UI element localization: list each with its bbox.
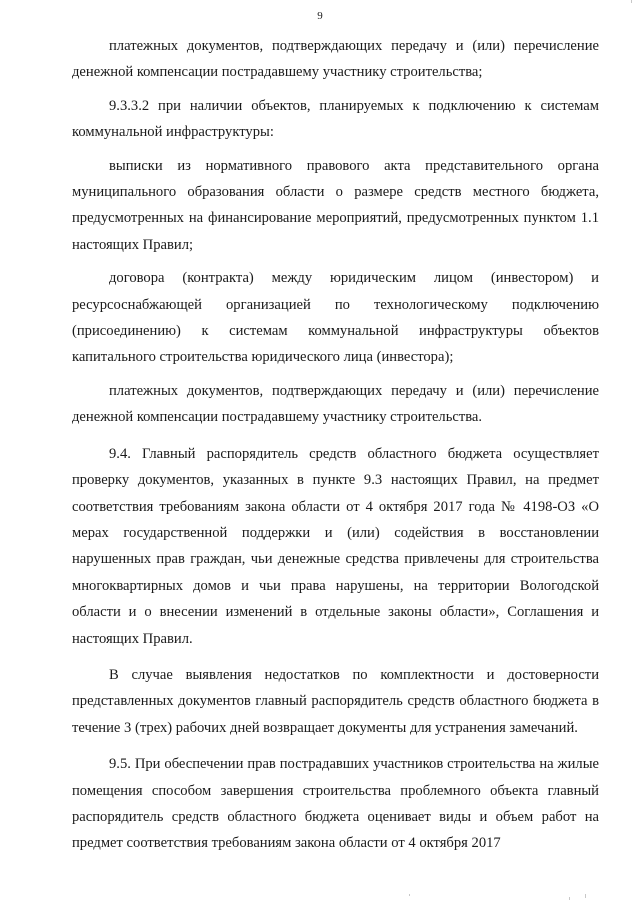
page-number: 9	[317, 10, 323, 22]
paragraph: В случае выявления недостатков по комплектности и достоверности представленных документов главный распорядитель средств областного бюджета в течение 3 (трех) рабочих дней возвращает документы для устранения замечаний.	[72, 666, 599, 736]
paragraph: платежных документов, подтверждающих передачу и (или) перечисление денежной компенсации пострадавшему участнику строительства;	[72, 38, 599, 81]
scan-mark-top	[631, 0, 632, 3]
scan-mark-bottom	[569, 897, 570, 900]
scan-mark-bottom	[585, 894, 586, 898]
paragraph: 9.4. Главный распорядитель средств областного бюджета осуществляет проверку документов, указанных в пункте 9.3 настоящих Правил, на предмет соответствия требованиям закона области от 4 октября 2017 года № 4198-ОЗ «О мерах государственной поддержки и (или) содействия в восстановлении нарушенных прав граждан, чьи денежные средства привлечены для строительства многоквартирных домов и чьи права нарушены, на территории Вологодской области и о внесении изменений в отдельные законы области», Соглашения и настоящих Правил.	[72, 445, 599, 647]
paragraph: договора (контракта) между юридическим лицом (инвестором) и ресурсоснабжающей организацией по технологическому подключению (присоединению) к системам коммунальной инфраструктуры объектов капитального строительства юридического лица (инвестора);	[72, 270, 599, 366]
paragraph: выписки из нормативного правового акта представительного органа муниципального образования области о размере средств местного бюджета, предусмотренных на финансирование мероприятий, предусмотренных пунктом 1.1 настоящих Правил;	[72, 157, 599, 253]
paragraph: 9.3.3.2 при наличии объектов, планируемых к подключению к системам коммунальной инфраструктуры:	[72, 97, 599, 141]
paragraph: 9.5. При обеспечении прав пострадавших участников строительства на жилые помещения способом завершения строительства проблемного объекта главный распорядитель средств областного бюджета оценивает виды и объем работ на предмет соответствия требованиям закона области от 4 октября 2017	[72, 756, 599, 852]
paragraph: платежных документов, подтверждающих передачу и (или) перечисление денежной компенсации пострадавшему участнику строительства.	[72, 382, 599, 426]
scan-mark-bottom	[409, 894, 410, 896]
document-body	[72, 33, 599, 857]
